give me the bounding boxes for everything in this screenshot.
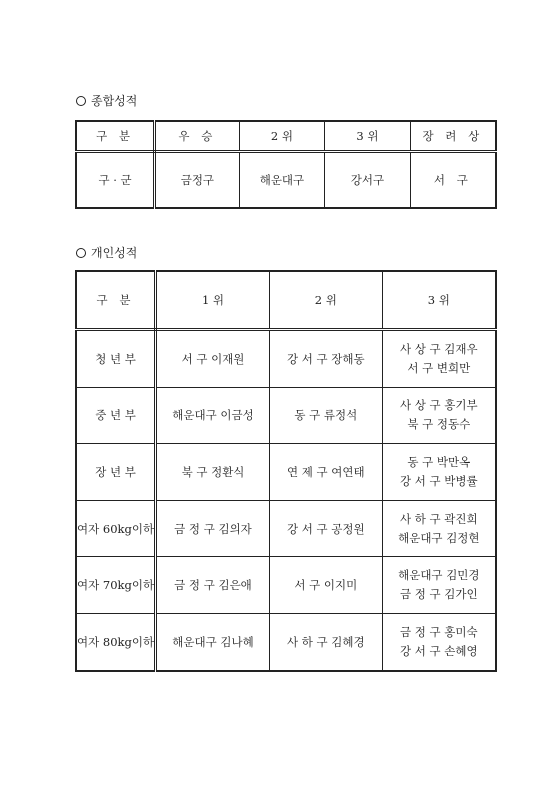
third-place-cell	[382, 444, 496, 501]
third-place-name: 사 상 구 홍기부	[400, 398, 478, 413]
second-place-cell: 연 제 구 여연태	[269, 444, 382, 501]
table-row	[76, 329, 496, 387]
individual-results-table	[75, 270, 497, 672]
overall-section-title	[76, 92, 137, 109]
second-place-cell: 사 하 구 김혜경	[269, 614, 382, 671]
table-row	[76, 557, 496, 614]
third-place-cell	[382, 500, 496, 557]
third-place-name: 북 구 정동수	[407, 417, 471, 432]
division-cell: 여자 70kg이하	[76, 557, 156, 614]
third-place-name: 동 구 박만옥	[407, 455, 471, 470]
overall-results-table	[75, 120, 497, 209]
second-place-cell: 강 서 구 공정원	[269, 500, 382, 557]
table-row	[76, 444, 496, 501]
table-row	[76, 614, 496, 671]
individual-section-title	[76, 244, 137, 261]
third-place-name: 서 구 변희만	[407, 360, 471, 375]
third-place-name: 해운대구 김정현	[398, 530, 480, 545]
individual-title-text: 개인성적	[91, 246, 138, 260]
row-label: 구 · 군	[76, 151, 155, 208]
header-third: 3 위	[325, 121, 410, 151]
third-place-cell	[382, 329, 496, 387]
second-cell: 해운대구	[239, 151, 325, 208]
header-second: 2 위	[269, 271, 382, 329]
division-cell: 청 년 부	[76, 329, 156, 387]
division-cell: 여자 80kg이하	[76, 614, 156, 671]
table-row	[76, 151, 496, 208]
circle-bullet-icon	[76, 96, 86, 106]
third-place-cell	[382, 614, 496, 671]
first-place-cell: 서 구 이재원	[156, 329, 270, 387]
third-place-name: 사 상 구 김재우	[400, 341, 478, 356]
second-place-cell: 강 서 구 장해동	[269, 329, 382, 387]
circle-bullet-icon	[76, 248, 86, 258]
third-place-cell	[382, 557, 496, 614]
third-place-name: 금 정 구 홍미숙	[400, 625, 478, 640]
third-place-name: 사 하 구 곽진희	[400, 511, 478, 526]
header-second: 2 위	[239, 121, 325, 151]
table-header-row	[76, 121, 496, 151]
first-place-cell: 북 구 정환식	[156, 444, 270, 501]
third-place-name: 강 서 구 손혜영	[400, 644, 478, 659]
third-place-name: 강 서 구 박병률	[400, 474, 478, 489]
first-place-cell: 해운대구 이금성	[156, 387, 270, 444]
third-place-name: 금 정 구 김가인	[400, 587, 478, 602]
division-cell: 여자 60kg이하	[76, 500, 156, 557]
third-place-cell	[382, 387, 496, 444]
division-cell: 중 년 부	[76, 387, 156, 444]
header-first: 1 위	[156, 271, 270, 329]
first-place-cell: 금 정 구 김은애	[156, 557, 270, 614]
header-encouragement: 장 려 상	[410, 121, 496, 151]
overall-title-text: 종합성적	[91, 94, 138, 108]
header-category: 구 분	[76, 271, 156, 329]
third-cell: 강서구	[325, 151, 410, 208]
second-place-cell: 서 구 이지미	[269, 557, 382, 614]
table-row	[76, 500, 496, 557]
first-place-cell: 금 정 구 김의자	[156, 500, 270, 557]
division-cell: 장 년 부	[76, 444, 156, 501]
winner-cell: 금정구	[155, 151, 240, 208]
header-third: 3 위	[382, 271, 496, 329]
table-header-row	[76, 271, 496, 329]
encouragement-cell: 서 구	[410, 151, 496, 208]
first-place-cell: 해운대구 김나혜	[156, 614, 270, 671]
header-winner: 우 승	[155, 121, 240, 151]
second-place-cell: 동 구 류정석	[269, 387, 382, 444]
header-category: 구 분	[76, 121, 155, 151]
third-place-name: 해운대구 김민경	[398, 568, 480, 583]
table-row	[76, 387, 496, 444]
